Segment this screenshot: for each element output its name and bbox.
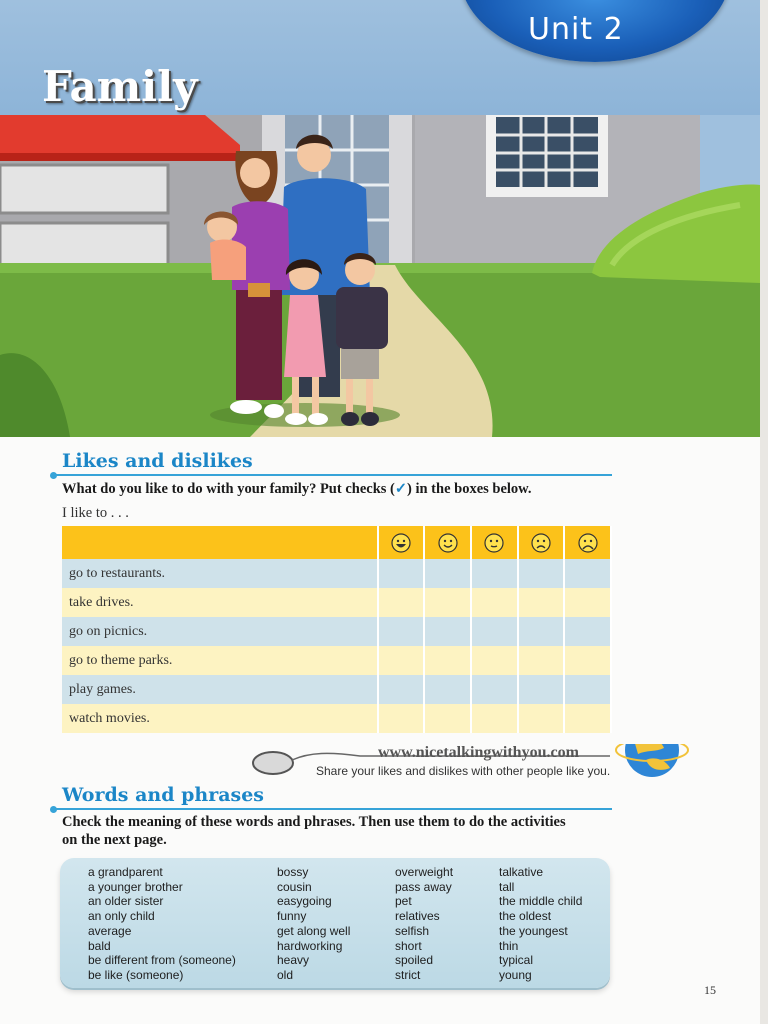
word-item: hardworking [277,938,343,953]
word-item: thin [499,938,519,953]
word-item: an older sister [88,894,164,909]
word-item: a younger brother [88,879,183,894]
check-box[interactable] [564,646,611,675]
table-header-row [62,526,611,559]
likes-heading: Likes and dislikes [62,450,253,472]
likes-table [62,526,612,733]
word-item: typical [499,953,534,968]
header-happy [424,526,471,559]
word-item: old [277,967,294,982]
word-item: relatives [395,909,440,924]
words-rule [54,808,612,810]
activity-label: go to restaurants. [62,559,378,588]
check-box[interactable] [378,646,425,675]
word-item: the youngest [499,923,568,938]
word-item: the oldest [499,909,552,924]
table-header-blank [62,526,378,559]
page-number: 15 [704,983,716,997]
word-item: bald [88,938,111,953]
activity-label: take drives. [62,588,378,617]
word-list-panel [60,858,610,988]
check-box[interactable] [564,559,611,588]
header-unhappy [518,526,565,559]
word-item: pet [395,894,412,909]
word-item: a grandparent [88,865,163,879]
unhappy-face-icon [531,533,551,553]
check-box[interactable] [518,704,565,733]
check-box[interactable] [424,675,471,704]
happy-face-icon [438,533,458,553]
word-item: be different from (someone) [88,953,236,968]
check-box[interactable] [564,617,611,646]
likes-intro: I like to . . . [62,505,129,521]
slightly-happy-face-icon [484,533,504,553]
page-title: Family [42,62,198,111]
check-box[interactable] [378,675,425,704]
word-item: an only child [88,909,155,924]
table-row [62,704,611,733]
activity-label: watch movies. [62,704,378,733]
check-box[interactable] [564,588,611,617]
check-box[interactable] [518,617,565,646]
word-item: cousin [277,879,312,894]
activity-label: go on picnics. [62,617,378,646]
words-heading: Words and phrases [62,784,264,806]
word-item: spoiled [395,953,434,968]
family-illustration [0,115,760,437]
website-link[interactable]: www.nicetalkingwithyou.com [378,744,579,761]
check-box[interactable] [471,617,518,646]
word-column-2 [277,865,350,983]
word-item: get along well [277,923,351,938]
header-very-happy [378,526,425,559]
globe-icon [616,744,688,777]
table-row [62,646,611,675]
table-row [62,675,611,704]
check-box[interactable] [424,588,471,617]
word-item: the middle child [499,894,583,909]
word-item: short [395,938,422,953]
likes-instruction [62,480,531,498]
very-unhappy-face-icon [578,533,598,553]
check-box[interactable] [378,588,425,617]
word-item: strict [395,967,421,982]
website-caption: Share your likes and dislikes with other people like you. [316,764,611,778]
words-instruction-line1: Check the meaning of these words and phrases. Then use them to do the activities [62,814,566,830]
check-box[interactable] [424,646,471,675]
header-very-unhappy [564,526,611,559]
check-box[interactable] [564,675,611,704]
word-item: heavy [277,953,310,968]
unit-label: Unit 2 [528,12,624,47]
mouse-icon [253,752,293,774]
table-row [62,588,611,617]
check-box[interactable] [378,559,425,588]
page-edge [760,0,768,1024]
header-okay [471,526,518,559]
activity-label: go to theme parks. [62,646,378,675]
word-column-1 [88,865,236,983]
word-item: tall [499,879,515,894]
table-row [62,559,611,588]
table-row [62,617,611,646]
check-box[interactable] [424,617,471,646]
word-item: young [499,967,532,982]
check-box[interactable] [518,559,565,588]
check-box[interactable] [424,559,471,588]
check-box[interactable] [424,704,471,733]
word-column-3 [395,865,453,983]
word-column-4 [499,865,582,983]
word-item: overweight [395,865,454,879]
check-box[interactable] [471,559,518,588]
likes-rule [54,474,612,476]
check-box[interactable] [471,646,518,675]
checkmark-icon: ✓ [394,481,408,497]
check-box[interactable] [471,588,518,617]
check-box[interactable] [518,588,565,617]
likes-instruction-end: ) in the boxes below. [407,481,532,497]
word-item: bossy [277,865,309,879]
word-item: be like (someone) [88,967,184,982]
word-item: selfish [395,923,430,938]
word-item: easygoing [277,894,332,909]
word-item: average [88,923,132,938]
very-happy-face-icon [391,533,411,553]
likes-instruction-start: What do you like to do with your family? Put checks ( [62,481,395,497]
check-box[interactable] [378,704,425,733]
check-box[interactable] [378,617,425,646]
check-box[interactable] [518,675,565,704]
activity-label: play games. [62,675,378,704]
check-box[interactable] [471,704,518,733]
word-item: funny [277,909,307,924]
word-item: talkative [499,865,544,879]
words-instruction [62,813,566,849]
check-box[interactable] [564,704,611,733]
check-box[interactable] [518,646,565,675]
words-instruction-line2: on the next page. [62,832,167,848]
word-item: pass away [395,879,452,894]
check-box[interactable] [471,675,518,704]
